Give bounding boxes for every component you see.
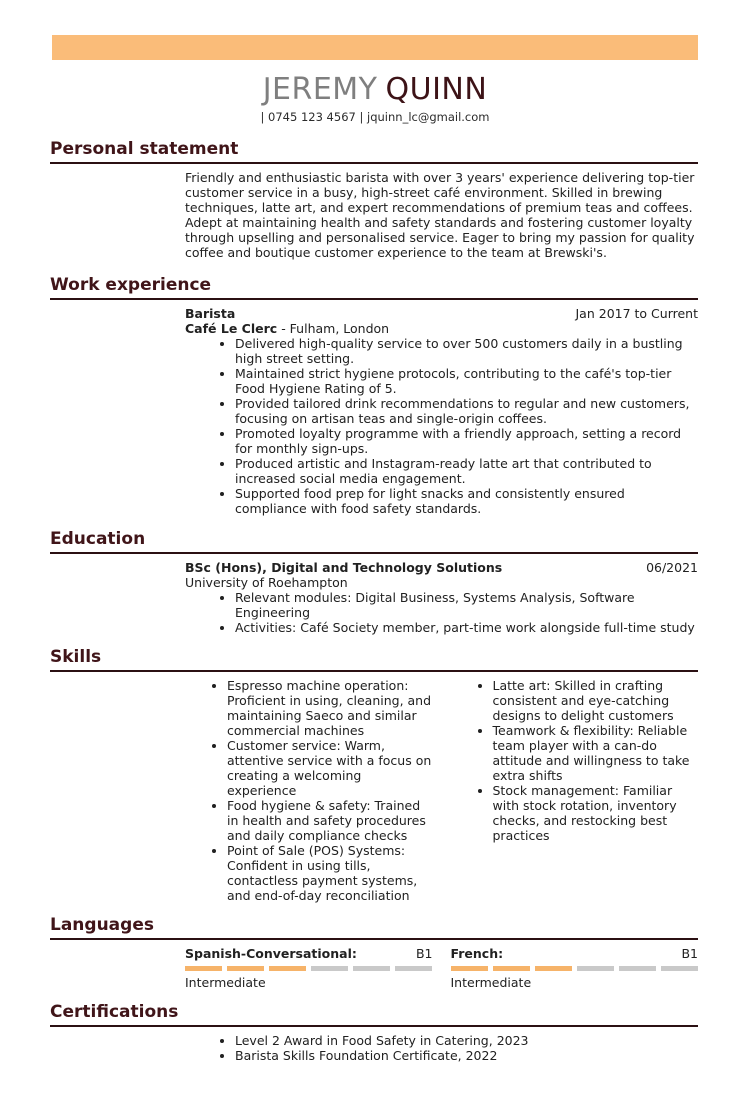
- bar-segment-filled: [535, 966, 572, 971]
- language-name: French:: [450, 946, 504, 961]
- bar-segment-empty: [661, 966, 698, 971]
- skill-item: • Latte art: Skilled in crafting consistent and eye-catching designs to delight customers: [493, 678, 699, 723]
- bar-segment-empty: [619, 966, 656, 971]
- candidate-name: [0, 73, 750, 107]
- bar-segment-empty: [577, 966, 614, 971]
- language-name: Spanish-Conversational:: [185, 946, 357, 961]
- language-proficiency-label: Intermediate: [450, 975, 532, 990]
- work-bullet: • Delivered high-quality service to over 500 customers daily in a bustling high street setting.: [235, 336, 698, 366]
- accent-bar: [52, 35, 698, 60]
- skill-item: • Espresso machine operation: Proficient in using, cleaning, and maintaining Saeco and similar commercial machines: [227, 678, 433, 738]
- language-item-french: [451, 946, 699, 990]
- resume-page: [0, 35, 750, 1096]
- job-title: Barista: [185, 306, 236, 321]
- section-education: [50, 529, 698, 635]
- bar-segment-empty: [353, 966, 390, 971]
- work-experience-title: Work experience: [50, 275, 698, 300]
- certifications-bullets: [185, 1033, 698, 1063]
- skills-title: Skills: [50, 647, 698, 672]
- employer-name: Café Le Clerc: [185, 321, 278, 336]
- section-languages: [50, 915, 698, 990]
- section-certifications: [50, 1002, 698, 1063]
- personal-statement-title: Personal statement: [50, 139, 698, 164]
- bar-segment-empty: [395, 966, 432, 971]
- bar-segment-filled: [227, 966, 264, 971]
- bar-segment-filled: [269, 966, 306, 971]
- work-experience-bullets: [185, 336, 698, 516]
- work-bullet: • Provided tailored drink recommendations to regular and new customers, focusing on artisan teas and single-origin coffees.: [235, 396, 698, 426]
- certification-item: • Barista Skills Foundation Certificate, 2022: [235, 1048, 698, 1063]
- education-bullet: • Activities: Café Society member, part-time work alongside full-time study: [235, 620, 698, 635]
- contact-line: | 0745 123 4567 | jquinn_lc@gmail.com: [260, 110, 490, 124]
- job-dates: Jan 2017 to Current: [575, 306, 698, 321]
- work-bullet: • Promoted loyalty programme with a friendly approach, setting a record for monthly sign-ups.: [235, 426, 698, 456]
- skill-item: • Point of Sale (POS) Systems: Confident in using tills, contactless payment systems, and end-of-day reconciliation: [227, 843, 433, 903]
- skill-item: • Stock management: Familiar with stock rotation, inventory checks, and restocking best practices: [493, 783, 699, 843]
- work-bullet: • Supported food prep for light snacks and consistently ensured compliance with food safety standards.: [235, 486, 698, 516]
- degree-name: BSc (Hons), Digital and Technology Solutions: [185, 560, 503, 575]
- skill-item: • Teamwork & flexibility: Reliable team player with a can-do attitude and willingness to take extra shifts: [493, 723, 699, 783]
- bar-segment-filled: [451, 966, 488, 971]
- bar-segment-filled: [493, 966, 530, 971]
- section-personal-statement: [50, 139, 698, 260]
- section-skills: [50, 647, 698, 903]
- candidate-last-name: QUINN: [385, 72, 488, 107]
- institution-name: University of Roehampton: [185, 575, 348, 590]
- language-item-spanish: [185, 946, 433, 990]
- skills-left-column: [185, 678, 433, 903]
- work-bullet: • Maintained strict hygiene protocols, contributing to the café's top-tier Food Hygiene Rating of 5.: [235, 366, 698, 396]
- education-bullets: [185, 590, 698, 635]
- language-level-badge: B1: [415, 946, 433, 961]
- personal-statement-body: Friendly and enthusiastic barista with over 3 years' experience delivering top-tier customer service in a busy, high-street café environment. Skilled in brewing techniques, latte art, and expert recommendations of premium teas and coffees. Adept at maintaining health and safety standards and fostering customer loyalty through upselling and personalised service. Eager to bring my passion for quality coffee and boutique customer experience to the team at Brewski's.: [185, 170, 695, 260]
- languages-title: Languages: [50, 915, 698, 940]
- language-proficiency-bar: [185, 966, 433, 971]
- language-proficiency-bar: [451, 966, 699, 971]
- language-level-badge: B1: [681, 946, 698, 961]
- section-work-experience: [50, 275, 698, 516]
- skill-item: • Food hygiene & safety: Trained in health and safety procedures and daily compliance checks: [227, 798, 433, 843]
- education-bullet: • Relevant modules: Digital Business, Systems Analysis, Software Engineering: [235, 590, 698, 620]
- skills-right-column: [451, 678, 699, 903]
- candidate-first-name: JEREMY: [262, 72, 378, 107]
- bar-segment-filled: [185, 966, 222, 971]
- bar-segment-empty: [311, 966, 348, 971]
- certifications-title: Certifications: [50, 1002, 698, 1027]
- job-location: - Fulham, London: [281, 321, 390, 336]
- degree-date: 06/2021: [646, 560, 698, 575]
- certification-item: • Level 2 Award in Food Safety in Catering, 2023: [235, 1033, 698, 1048]
- work-bullet: • Produced artistic and Instagram-ready latte art that contributed to increased social media engagement.: [235, 456, 698, 486]
- education-title: Education: [50, 529, 698, 554]
- skill-item: • Customer service: Warm, attentive service with a focus on creating a welcoming experience: [227, 738, 433, 798]
- language-proficiency-label: Intermediate: [185, 975, 266, 990]
